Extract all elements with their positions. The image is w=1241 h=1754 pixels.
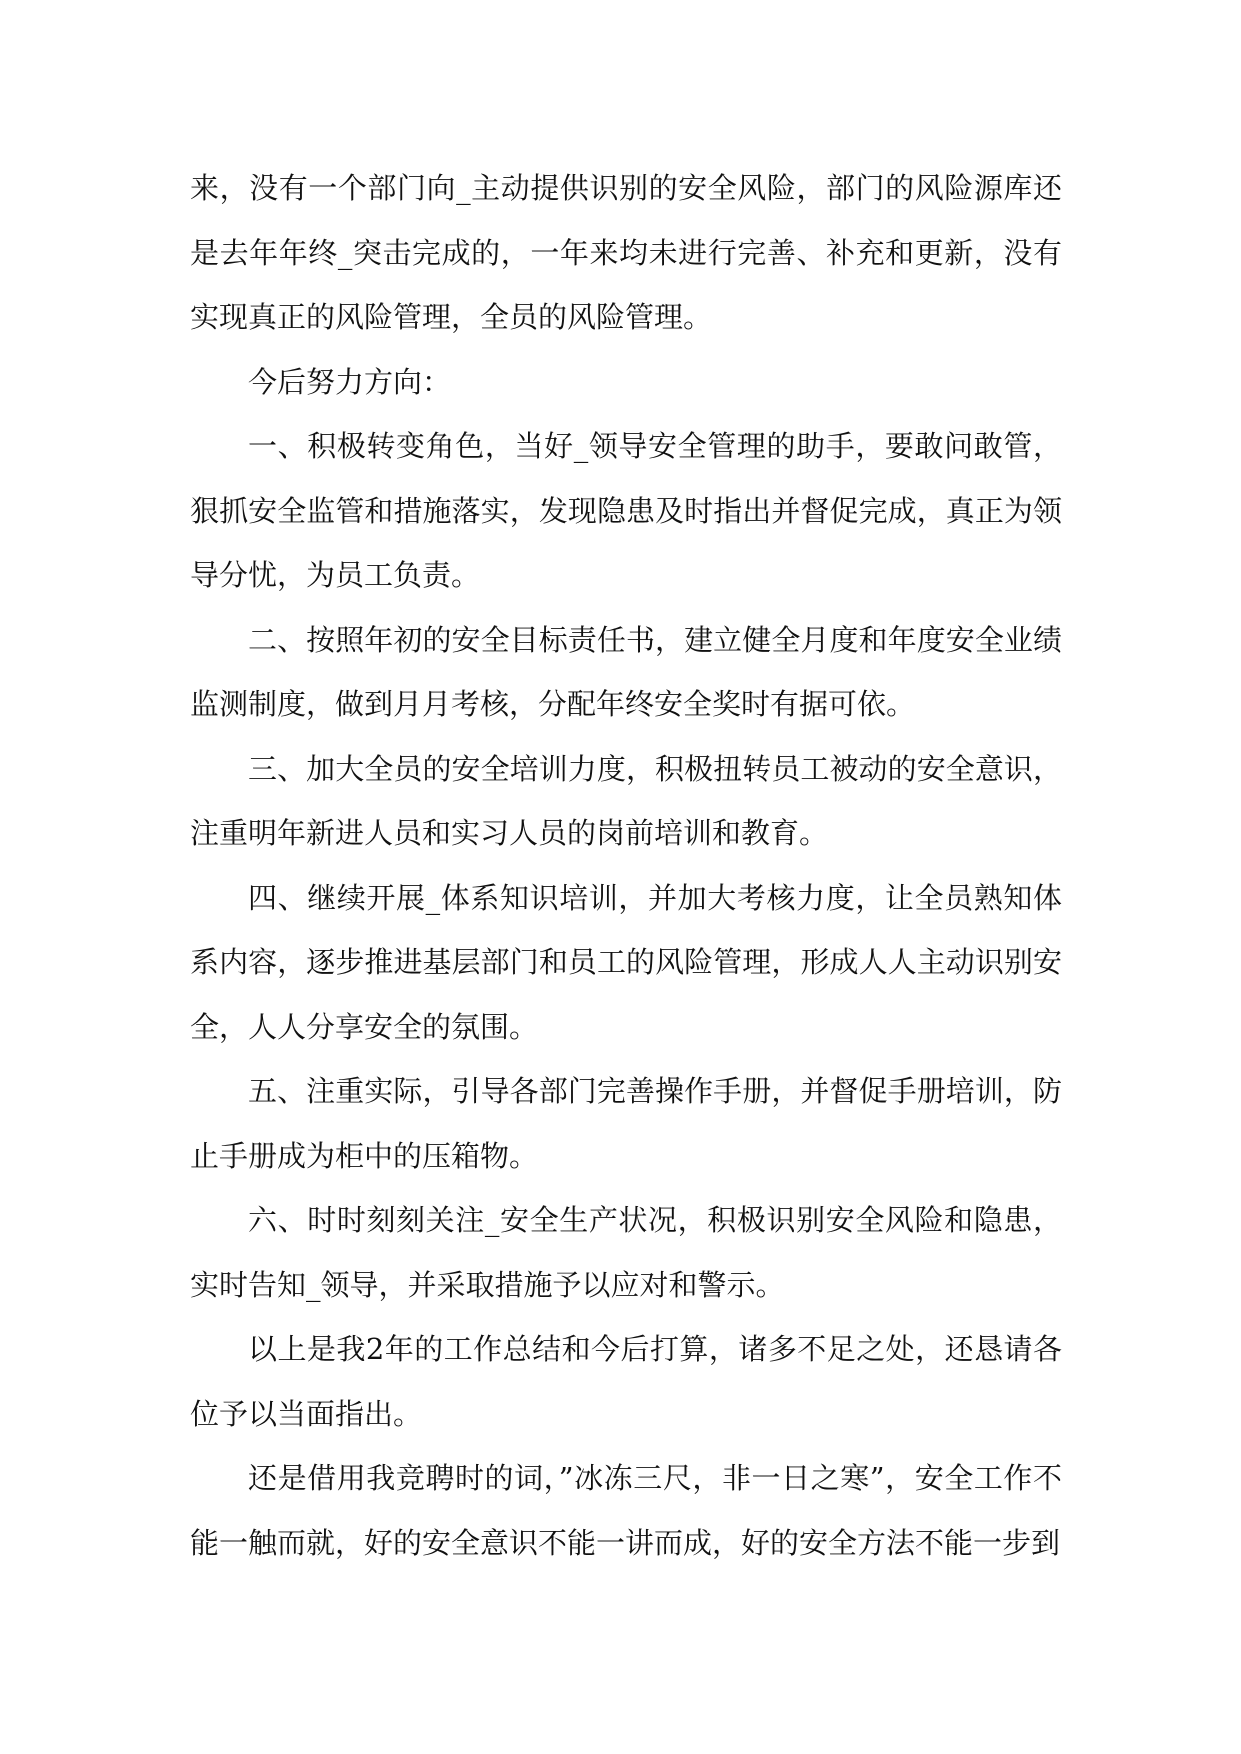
paragraph-item-4: 四、继续开展_体系知识培训，并加大考核力度，让全员熟知体系内容，逐步推进基层部门和员工的风险管理，形成人人主动识别安全，人人分享安全的氛围。 [190, 880, 1062, 1044]
paragraph-closing: 还是借用我竞聘时的词，”冰冻三尺，非一日之寒”，安全工作不能一触而就，好的安全意识不能一讲而成，好的安全方法不能一步到 [190, 1461, 1062, 1560]
paragraph-item-3: 三、加大全员的安全培训力度，积极扭转员工被动的安全意识，注重明年新进人员和实习人员的岗前培训和教育。 [190, 751, 1062, 850]
paragraph-heading-directions: 今后努力方向： [248, 364, 452, 399]
paragraph-item-5: 五、注重实际，引导各部门完善操作手册，并督促手册培训，防止手册成为柜中的压箱物。 [190, 1074, 1062, 1173]
paragraph-item-6: 六、时时刻刻关注_安全生产状况，积极识别安全风险和隐患，实时告知_领导，并采取措施予以应对和警示。 [190, 1203, 1062, 1302]
paragraph-summary: 以上是我2年的工作总结和今后打算，诸多不足之处，还恳请各位予以当面指出。 [190, 1332, 1062, 1431]
document-body [190, 156, 1062, 1575]
paragraph-item-1: 一、积极转变角色，当好_领导安全管理的助手，要敢问敢管，狠抓安全监管和措施落实，发现隐患及时指出并督促完成，真正为领导分忧，为员工负责。 [190, 429, 1062, 592]
paragraph-continuation: 来，没有一个部门向_主动提供识别的安全风险，部门的风险源库还是去年年终_突击完成的，一年来均未进行完善、补充和更新，没有实现真正的风险管理，全员的风险管理。 [190, 171, 1062, 334]
paragraph-item-2: 二、按照年初的安全目标责任书，建立健全月度和年度安全业绩监测制度，做到月月考核，分配年终安全奖时有据可依。 [190, 622, 1062, 721]
